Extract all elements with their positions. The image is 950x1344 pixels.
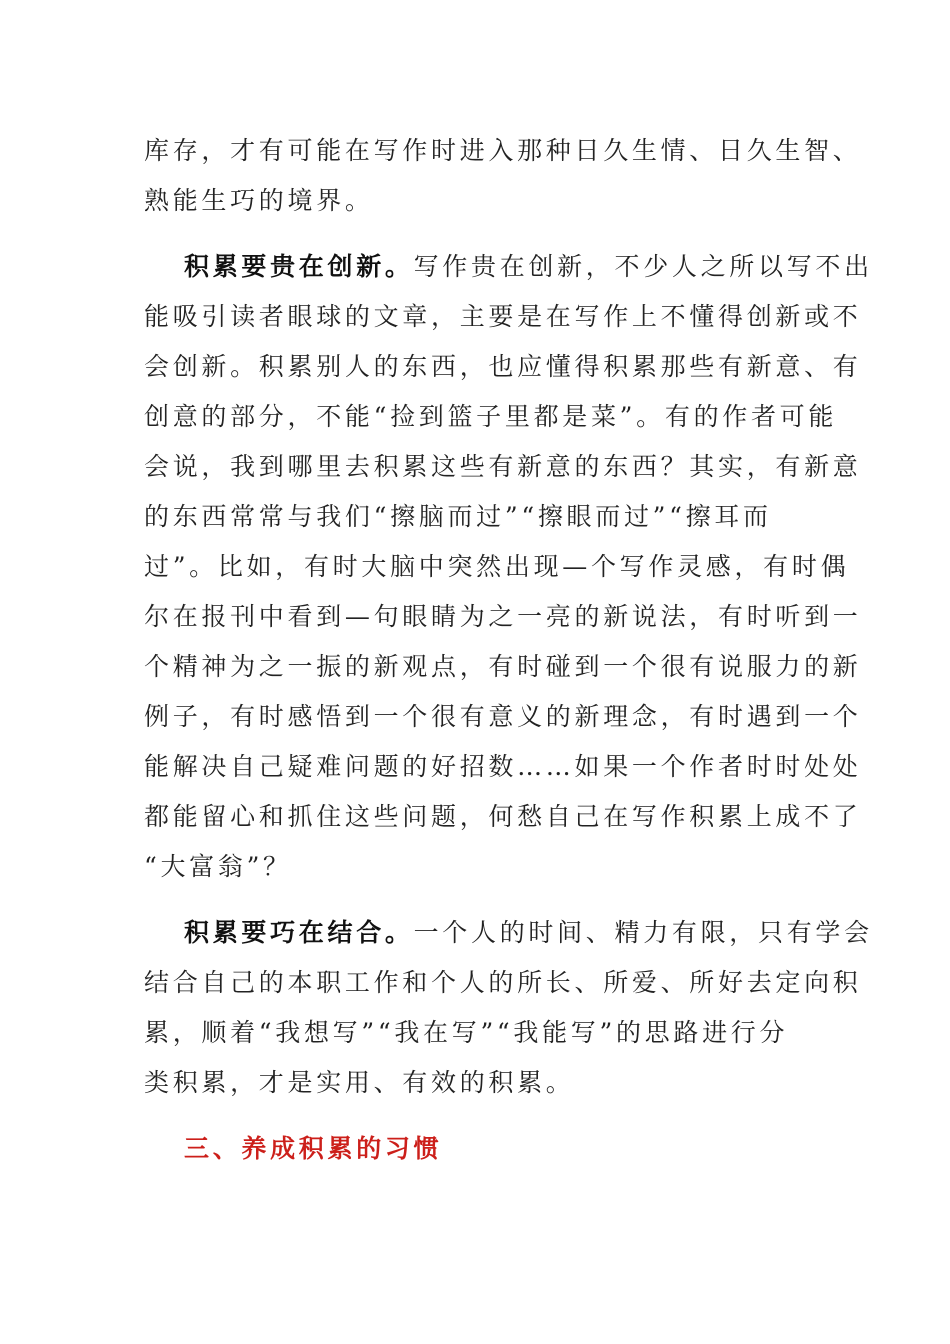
document-body (144, 126, 873, 1174)
paragraph-lead: 积累要巧在结合。 (184, 918, 414, 947)
text-line: 类积累，才是实用、有效的积累。 (144, 1068, 575, 1097)
paragraph-gap (144, 1108, 808, 1124)
text-line: 会创新。积累别人的东西，也应懂得积累那些有新意、有 (144, 352, 862, 381)
paragraph-gap (144, 226, 808, 242)
text-line: 能解决自己疑难问题的好招数……如果一个作者时时处处 (144, 752, 862, 781)
text-line (144, 908, 873, 958)
text-line: “大富翁”？ (144, 852, 292, 881)
text-line: 例子，有时感悟到一个很有意义的新理念，有时遇到一个 (144, 702, 862, 731)
text-line: 都能留心和抓住这些问题，何愁自己在写作积累上成不了 (144, 802, 862, 831)
text-line (144, 242, 873, 292)
text-line: 能吸引读者眼球的文章，主要是在写作上不懂得创新或不 (144, 302, 862, 331)
text-line: 结合自己的本职工作和个人的所长、所爱、所好去定向积 (144, 968, 862, 997)
text-line: 累，顺着“我想写”“我在写”“我能写”的思路进行分 (144, 1018, 789, 1047)
text-line: 个精神为之一振的新观点，有时碰到一个很有说服力的新 (144, 652, 862, 681)
text-line: 库存，才有可能在写作时进入那种日久生情、日久生智、 (144, 136, 862, 165)
paragraph-combination (144, 908, 873, 1108)
text-line: 会说，我到哪里去积累这些有新意的东西？其实，有新意 (144, 452, 862, 481)
text-line: 尔在报刊中看到—句眼睛为之一亮的新说法，有时听到一 (144, 602, 862, 631)
text-line: 熟能生巧的境界。 (144, 186, 374, 215)
paragraph-gap (144, 892, 808, 908)
text-line: 的东西常常与我们“擦脑而过”“擦眼而过”“擦耳而 (144, 502, 772, 531)
text-run: 写作贵在创新，不少人之所以写不出 (413, 252, 873, 281)
paragraph-lead: 积累要贵在创新。 (184, 252, 414, 281)
paragraph-continuation (144, 126, 862, 226)
section-heading: 三、养成积累的习惯 (184, 1134, 443, 1163)
text-line: 过”。比如，有时大脑中突然出现—个写作灵感，有时偶 (144, 552, 850, 581)
text-run: 一个人的时间、精力有限，只有学会 (413, 918, 873, 947)
text-line: 创意的部分，不能“捡到篮子里都是菜”。有的作者可能 (144, 402, 838, 431)
paragraph-innovation (144, 242, 873, 892)
